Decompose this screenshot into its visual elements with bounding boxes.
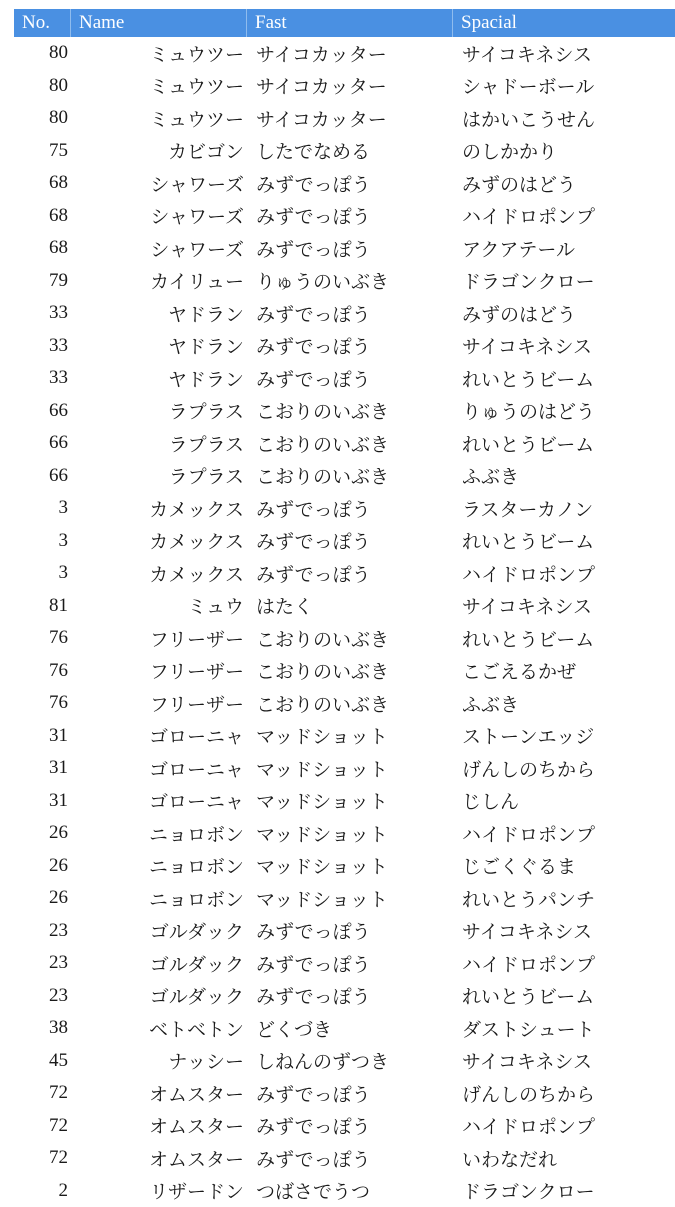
cell-fast-move: みずでっぽう [247, 527, 453, 554]
cell-name: ゴローニャ [71, 787, 247, 814]
cell-name: フリーザー [71, 690, 247, 717]
cell-no: 76 [14, 660, 71, 682]
cell-no: 2 [14, 1180, 71, 1202]
cell-fast-move: どくづき [247, 1015, 453, 1042]
cell-fast-move: みずでっぽう [247, 202, 453, 229]
cell-fast-move: みずでっぽう [247, 1080, 453, 1107]
cell-no: 81 [14, 595, 71, 617]
cell-no: 75 [14, 140, 71, 162]
cell-name: フリーザー [71, 657, 247, 684]
table-header [14, 9, 675, 37]
cell-fast-move: マッドショット [247, 787, 453, 814]
table-row[interactable] [14, 687, 675, 720]
cell-no: 3 [14, 562, 71, 584]
cell-fast-move: こおりのいぶき [247, 657, 453, 684]
cell-special-move: シャドーボール [453, 72, 675, 99]
cell-name: ニョロボン [71, 820, 247, 847]
cell-name: ラプラス [71, 462, 247, 489]
cell-fast-move: みずでっぽう [247, 365, 453, 392]
table-row[interactable] [14, 102, 675, 135]
cell-no: 3 [14, 497, 71, 519]
cell-no: 26 [14, 855, 71, 877]
cell-special-move: サイコキネシス [453, 40, 675, 67]
cell-no: 72 [14, 1082, 71, 1104]
cell-special-move: のしかかり [453, 137, 675, 164]
cell-no: 38 [14, 1017, 71, 1039]
table-row[interactable] [14, 720, 675, 753]
cell-no: 76 [14, 627, 71, 649]
cell-special-move: はかいこうせん [453, 105, 675, 132]
cell-name: リザードン [71, 1177, 247, 1204]
table-row[interactable] [14, 980, 675, 1013]
cell-name: カメックス [71, 527, 247, 554]
cell-special-move: みずのはどう [453, 300, 675, 327]
cell-fast-move: サイコカッター [247, 105, 453, 132]
cell-special-move: ふぶき [453, 462, 675, 489]
cell-special-move: じしん [453, 787, 675, 814]
cell-no: 33 [14, 335, 71, 357]
cell-fast-move: マッドショット [247, 852, 453, 879]
cell-name: ミュウツー [71, 40, 247, 67]
cell-no: 23 [14, 920, 71, 942]
table-row[interactable] [14, 297, 675, 330]
cell-name: カイリュー [71, 267, 247, 294]
table-row[interactable] [14, 1175, 675, 1207]
cell-name: ゴルダック [71, 917, 247, 944]
table-row[interactable] [14, 460, 675, 493]
cell-name: ニョロボン [71, 885, 247, 912]
cell-fast-move: つばさでうつ [247, 1177, 453, 1204]
cell-fast-move: みずでっぽう [247, 982, 453, 1009]
cell-special-move: げんしのちから [453, 1080, 675, 1107]
cell-fast-move: マッドショット [247, 885, 453, 912]
cell-fast-move: しねんのずつき [247, 1047, 453, 1074]
cell-fast-move: こおりのいぶき [247, 690, 453, 717]
cell-name: シャワーズ [71, 170, 247, 197]
cell-special-move: サイコキネシス [453, 1047, 675, 1074]
cell-no: 66 [14, 432, 71, 454]
cell-fast-move: みずでっぽう [247, 1145, 453, 1172]
table-row[interactable] [14, 525, 675, 558]
table-row[interactable] [14, 427, 675, 460]
cell-no: 23 [14, 985, 71, 1007]
cell-no: 33 [14, 367, 71, 389]
cell-special-move: ハイドロポンプ [453, 202, 675, 229]
cell-special-move: ドラゴンクロー [453, 267, 675, 294]
cell-special-move: こごえるかぜ [453, 657, 675, 684]
cell-fast-move: こおりのいぶき [247, 430, 453, 457]
cell-fast-move: マッドショット [247, 722, 453, 749]
cell-special-move: れいとうビーム [453, 430, 675, 457]
cell-special-move: サイコキネシス [453, 332, 675, 359]
cell-name: ゴローニャ [71, 755, 247, 782]
table-row[interactable] [14, 330, 675, 363]
cell-fast-move: みずでっぽう [247, 560, 453, 587]
table-row[interactable] [14, 752, 675, 785]
cell-special-move: いわなだれ [453, 1145, 675, 1172]
cell-special-move: げんしのちから [453, 755, 675, 782]
table-row[interactable] [14, 1012, 675, 1045]
column-header-special[interactable]: Spacial [453, 9, 675, 37]
cell-special-move: ふぶき [453, 690, 675, 717]
cell-fast-move: みずでっぽう [247, 1112, 453, 1139]
move-table [14, 9, 675, 1207]
cell-name: ゴルダック [71, 982, 247, 1009]
table-row[interactable] [14, 915, 675, 948]
cell-name: オムスター [71, 1080, 247, 1107]
cell-name: ヤドラン [71, 300, 247, 327]
cell-no: 80 [14, 107, 71, 129]
cell-name: シャワーズ [71, 202, 247, 229]
cell-no: 72 [14, 1115, 71, 1137]
cell-name: シャワーズ [71, 235, 247, 262]
cell-special-move: ハイドロポンプ [453, 950, 675, 977]
cell-name: ナッシー [71, 1047, 247, 1074]
cell-special-move: ハイドロポンプ [453, 560, 675, 587]
cell-name: ベトベトン [71, 1015, 247, 1042]
cell-no: 80 [14, 75, 71, 97]
cell-fast-move: サイコカッター [247, 40, 453, 67]
cell-special-move: ダストシュート [453, 1015, 675, 1042]
table-row[interactable] [14, 785, 675, 818]
table-row[interactable] [14, 200, 675, 233]
table-row[interactable] [14, 265, 675, 298]
cell-name: オムスター [71, 1112, 247, 1139]
cell-name: ニョロボン [71, 852, 247, 879]
cell-no: 68 [14, 237, 71, 259]
cell-no: 80 [14, 42, 71, 64]
cell-fast-move: みずでっぽう [247, 300, 453, 327]
cell-special-move: ラスターカノン [453, 495, 675, 522]
cell-name: ゴルダック [71, 950, 247, 977]
cell-name: ミュウツー [71, 105, 247, 132]
table-body [14, 37, 675, 1207]
cell-fast-move: みずでっぽう [247, 170, 453, 197]
table-row[interactable] [14, 70, 675, 103]
table-row[interactable] [14, 882, 675, 915]
cell-no: 31 [14, 790, 71, 812]
cell-special-move: サイコキネシス [453, 592, 675, 619]
cell-special-move: じごくぐるま [453, 852, 675, 879]
cell-special-move: サイコキネシス [453, 917, 675, 944]
cell-name: ヤドラン [71, 365, 247, 392]
table-row[interactable] [14, 362, 675, 395]
cell-special-move: ストーンエッジ [453, 722, 675, 749]
table-row[interactable] [14, 590, 675, 623]
cell-name: ミュウツー [71, 72, 247, 99]
cell-fast-move: こおりのいぶき [247, 625, 453, 652]
cell-no: 26 [14, 822, 71, 844]
table-row[interactable] [14, 947, 675, 980]
cell-name: カメックス [71, 560, 247, 587]
cell-fast-move: したでなめる [247, 137, 453, 164]
cell-fast-move: マッドショット [247, 820, 453, 847]
table-row[interactable] [14, 135, 675, 168]
cell-special-move: れいとうビーム [453, 982, 675, 1009]
cell-fast-move: みずでっぽう [247, 235, 453, 262]
table-row[interactable] [14, 167, 675, 200]
table-row[interactable] [14, 492, 675, 525]
cell-name: ミュウ [71, 592, 247, 619]
table-row[interactable] [14, 817, 675, 850]
cell-name: ゴローニャ [71, 722, 247, 749]
cell-no: 79 [14, 270, 71, 292]
cell-no: 31 [14, 725, 71, 747]
table-row[interactable] [14, 1045, 675, 1078]
cell-fast-move: はたく [247, 592, 453, 619]
cell-special-move: りゅうのはどう [453, 397, 675, 424]
table-row[interactable] [14, 622, 675, 655]
cell-fast-move: こおりのいぶき [247, 462, 453, 489]
cell-name: カビゴン [71, 137, 247, 164]
table-row[interactable] [14, 1110, 675, 1143]
cell-special-move: れいとうビーム [453, 527, 675, 554]
cell-fast-move: みずでっぽう [247, 332, 453, 359]
cell-no: 26 [14, 887, 71, 909]
cell-name: ヤドラン [71, 332, 247, 359]
cell-no: 68 [14, 205, 71, 227]
table-row[interactable] [14, 37, 675, 70]
table-row[interactable] [14, 1142, 675, 1175]
cell-fast-move: こおりのいぶき [247, 397, 453, 424]
cell-no: 68 [14, 172, 71, 194]
table-row[interactable] [14, 557, 675, 590]
cell-fast-move: みずでっぽう [247, 495, 453, 522]
cell-no: 66 [14, 465, 71, 487]
cell-special-move: ドラゴンクロー [453, 1177, 675, 1204]
cell-name: フリーザー [71, 625, 247, 652]
cell-fast-move: マッドショット [247, 755, 453, 782]
cell-fast-move: サイコカッター [247, 72, 453, 99]
cell-fast-move: みずでっぽう [247, 950, 453, 977]
cell-name: ラプラス [71, 397, 247, 424]
cell-special-move: れいとうビーム [453, 365, 675, 392]
cell-special-move: アクアテール [453, 235, 675, 262]
table-row[interactable] [14, 1077, 675, 1110]
cell-fast-move: みずでっぽう [247, 917, 453, 944]
table-row[interactable] [14, 850, 675, 883]
cell-no: 76 [14, 692, 71, 714]
cell-special-move: れいとうパンチ [453, 885, 675, 912]
column-header-no[interactable]: No. [14, 9, 71, 37]
column-header-name[interactable]: Name [71, 9, 247, 37]
cell-name: オムスター [71, 1145, 247, 1172]
cell-special-move: れいとうビーム [453, 625, 675, 652]
cell-no: 3 [14, 530, 71, 552]
cell-no: 45 [14, 1050, 71, 1072]
cell-special-move: みずのはどう [453, 170, 675, 197]
table-row[interactable] [14, 655, 675, 688]
cell-no: 31 [14, 757, 71, 779]
cell-fast-move: りゅうのいぶき [247, 267, 453, 294]
column-header-fast[interactable]: Fast [247, 9, 453, 37]
table-row[interactable] [14, 395, 675, 428]
cell-no: 66 [14, 400, 71, 422]
cell-no: 33 [14, 302, 71, 324]
cell-name: ラプラス [71, 430, 247, 457]
table-row[interactable] [14, 232, 675, 265]
cell-special-move: ハイドロポンプ [453, 1112, 675, 1139]
cell-no: 72 [14, 1147, 71, 1169]
cell-no: 23 [14, 952, 71, 974]
cell-name: カメックス [71, 495, 247, 522]
cell-special-move: ハイドロポンプ [453, 820, 675, 847]
